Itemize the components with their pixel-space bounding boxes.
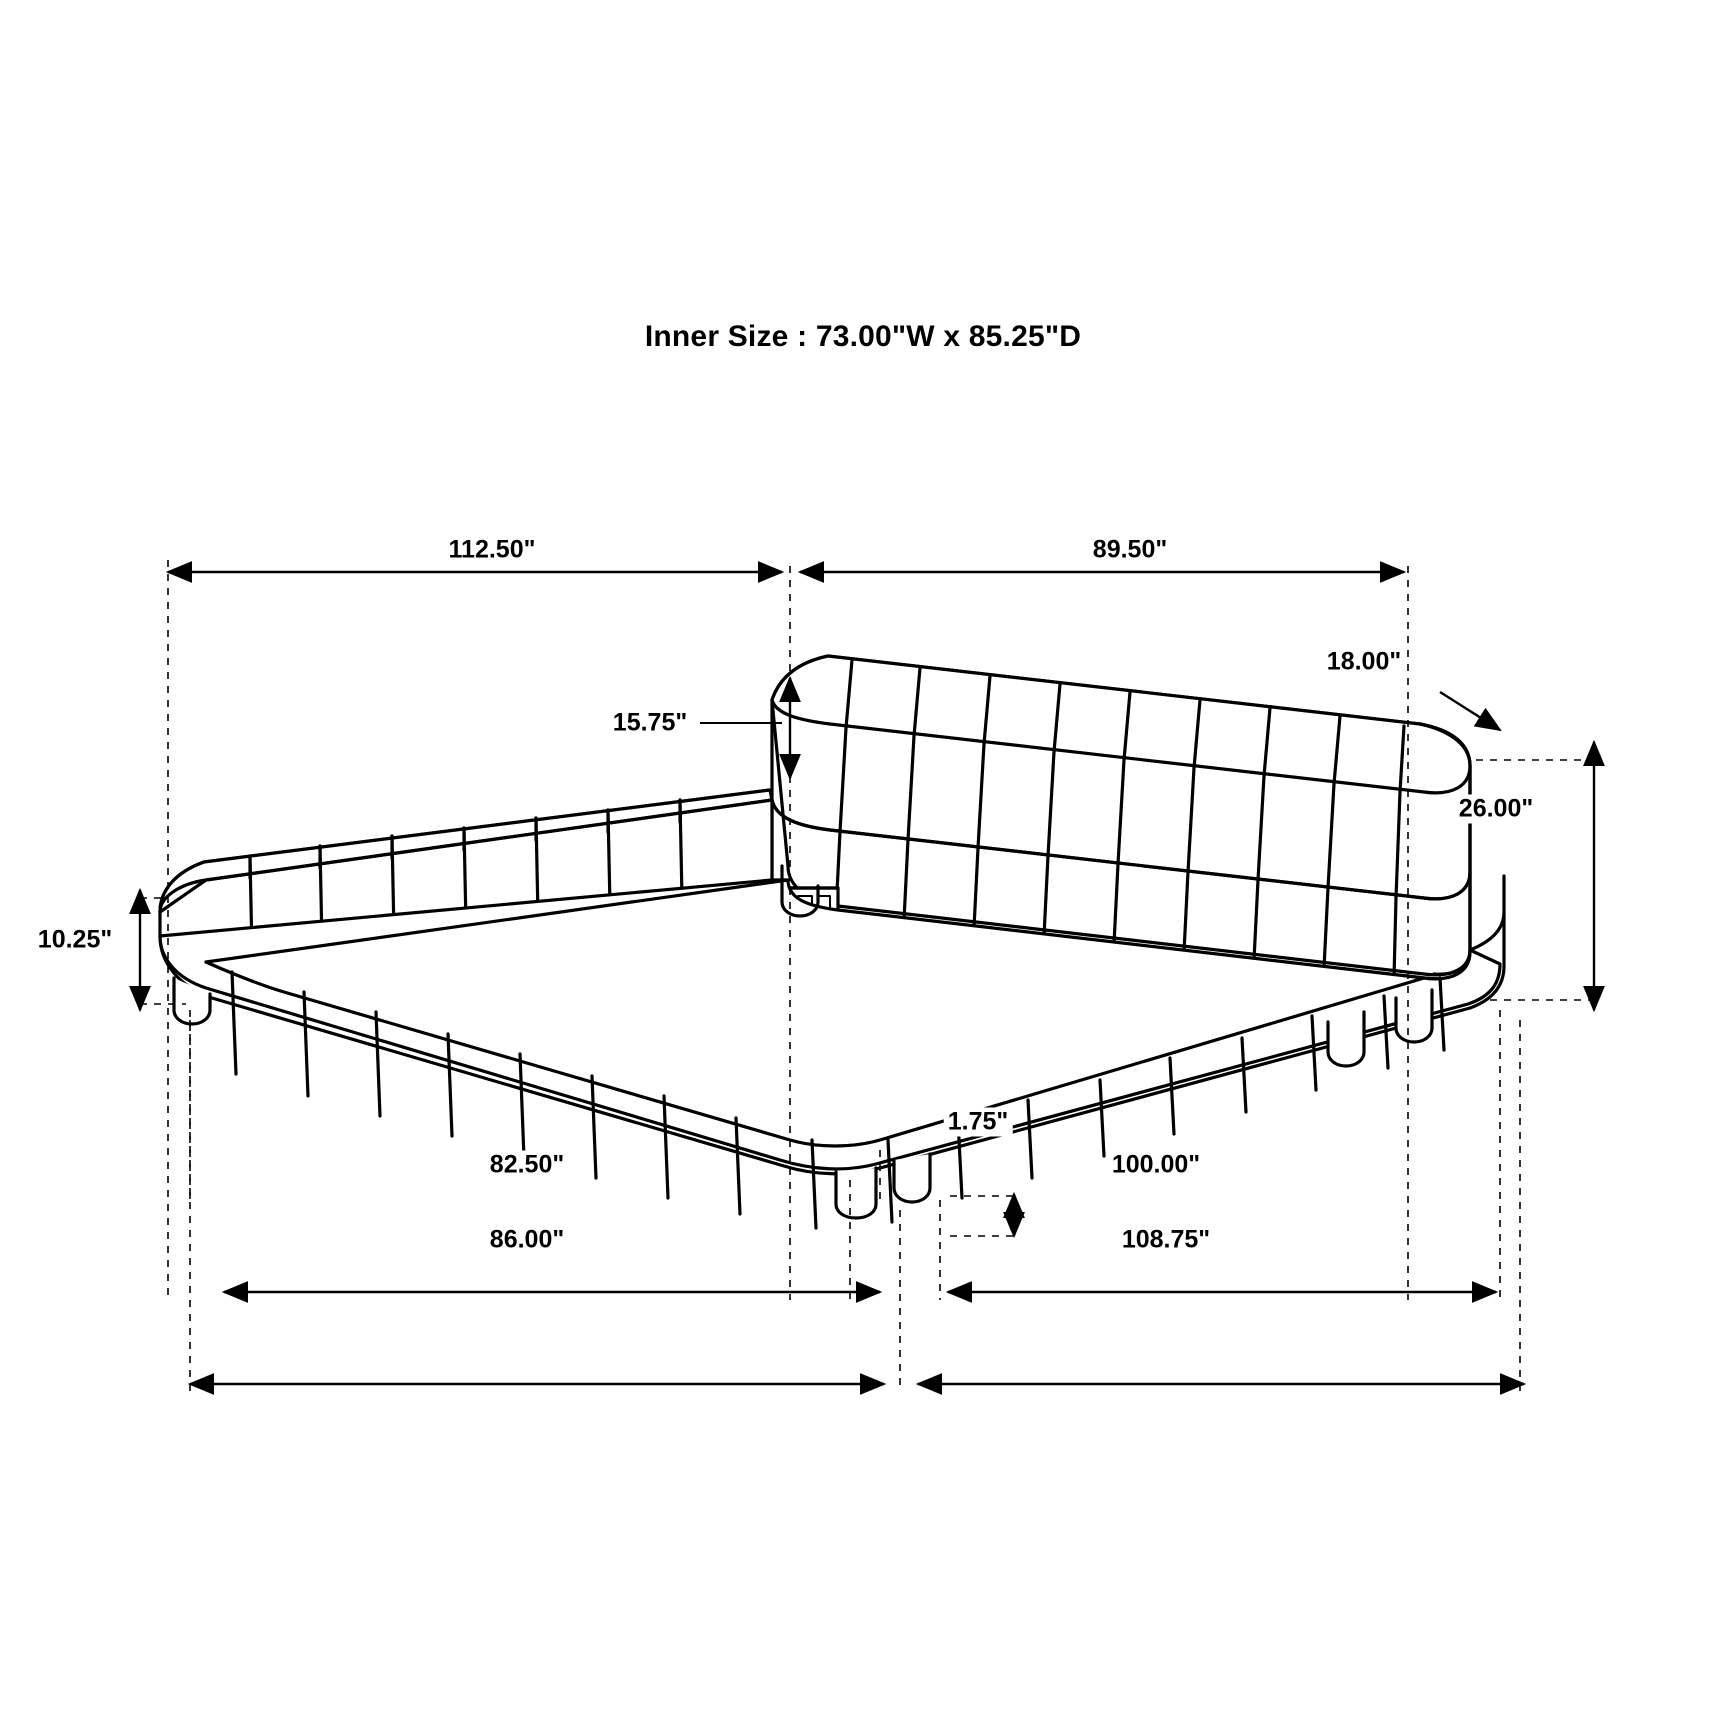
bed-body	[160, 656, 1504, 1228]
dim-label-headboard-height: 26.00"	[1455, 795, 1537, 824]
dim-label-overall-right-length: 108.75"	[1118, 1226, 1214, 1255]
dim-label-top-right-width: 89.50"	[1089, 536, 1171, 565]
dim-label-bottom-right-length: 100.00"	[1108, 1151, 1204, 1180]
dim-label-headboard-pad-height: 15.75"	[609, 709, 691, 738]
dim-label-overall-left-length: 86.00"	[486, 1226, 568, 1255]
dim-label-bottom-left-length: 82.50"	[486, 1151, 568, 1180]
dim-label-leg-height: 1.75"	[944, 1108, 1013, 1137]
dim-label-headboard-depth: 18.00"	[1323, 648, 1405, 677]
dim-label-top-left-width: 112.50"	[445, 536, 540, 565]
page-title: Inner Size : 73.00"W x 85.25"D	[644, 320, 1082, 353]
dim-label-rail-height: 10.25"	[34, 926, 116, 955]
